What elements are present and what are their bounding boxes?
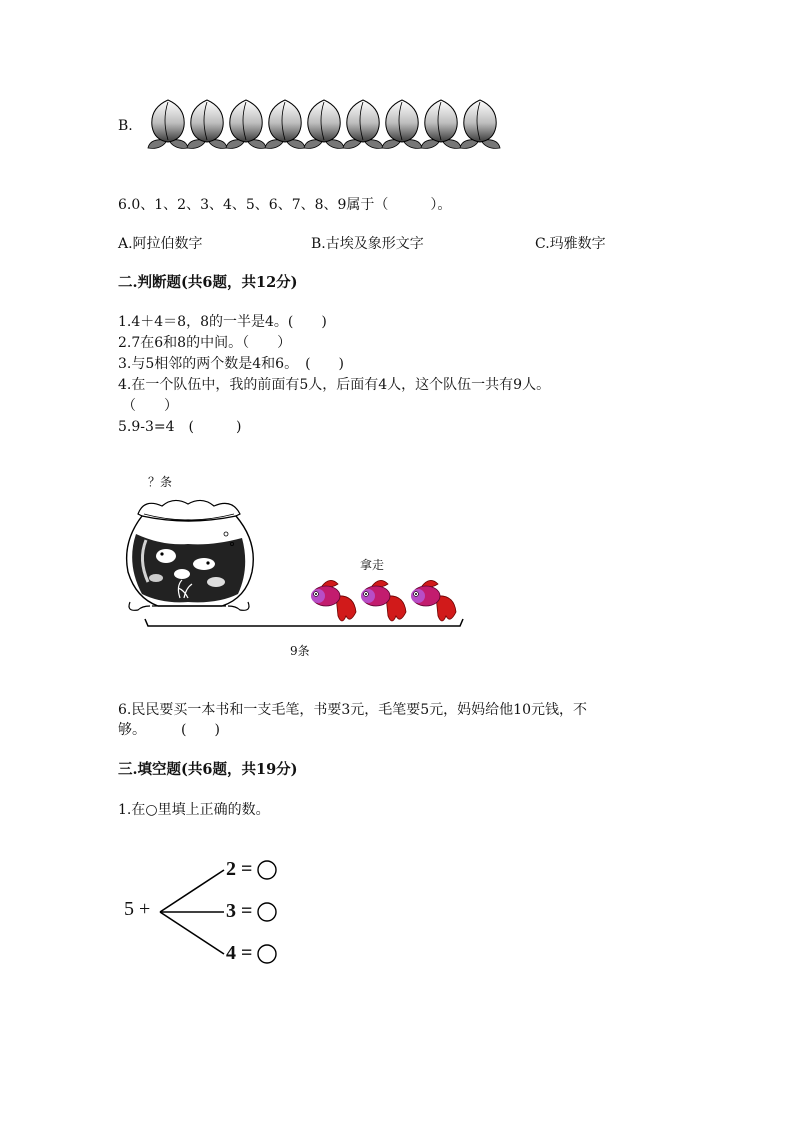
judge-item-2: 2.7在6和8的中间。（ ） [118, 335, 292, 351]
peach [343, 100, 383, 148]
section2-title: 二.判断题(共6题，共12分) [118, 274, 298, 291]
q6-option-c: C.玛雅数字 [535, 236, 606, 252]
peach [382, 100, 422, 148]
diagram-addend-2: 3 [226, 900, 236, 922]
diagram-plus: + [139, 898, 151, 920]
diagram-equals-3: = [241, 942, 253, 964]
diagram-base-number: 5 [124, 898, 134, 920]
answer-circles [256, 858, 280, 968]
q6-question: 6.0、1、2、3、4、5、6、7、8、9属于（ ）。 [118, 197, 452, 213]
judge-item-5: 5.9-3=4 ( ) [118, 419, 242, 435]
peach [304, 100, 344, 148]
total-brace [144, 618, 464, 632]
peach [265, 100, 305, 148]
judge-item-4-bracket: （ ） [122, 398, 178, 414]
goldfish [311, 580, 356, 621]
peach-row-image [148, 96, 510, 154]
q6-option-b: B.古埃及象形文字 [311, 236, 424, 252]
peach [421, 100, 461, 148]
goldfish [361, 580, 406, 621]
diagram-row-3 [226, 942, 252, 965]
judge-item-4: 4.在一个队伍中，我的前面有5人，后面有4人，这个队伍一共有9人。 [118, 377, 551, 393]
diagram-addend-3: 4 [226, 942, 236, 964]
diagram-equals-2: = [241, 900, 253, 922]
judge-item-1: 1.4＋4＝8，8的一半是4。( ) [118, 314, 327, 330]
taken-label: 拿走 [360, 558, 385, 572]
diagram-base [124, 898, 150, 921]
total-label: 9条 [290, 644, 310, 658]
judge-item-6-line1: 6.民民要买一本书和一支毛笔，书要3元，毛笔要5元，妈妈给他10元钱，不 [118, 702, 587, 718]
diagram-row-2 [226, 900, 252, 923]
peach [148, 100, 188, 148]
diagram-addend-1: 2 [226, 858, 236, 880]
bowl-question-label: ？条 [148, 475, 173, 489]
diagram-equals-1: = [241, 858, 253, 880]
answer-circle-1[interactable] [258, 861, 276, 879]
goldfish [411, 580, 456, 621]
section3-q1: 1.在○里填上正确的数。 [118, 802, 270, 818]
branch-lines [158, 868, 228, 958]
diagram-row-1 [226, 858, 252, 881]
judge-item-3: 3.与5相邻的两个数是4和6。 ( ) [118, 356, 345, 372]
q6-option-a: A.阿拉伯数字 [118, 236, 203, 252]
section3-title: 三.填空题(共6题，共19分) [118, 761, 298, 778]
peach [460, 100, 500, 148]
answer-circle-3[interactable] [258, 945, 276, 963]
peach [226, 100, 266, 148]
fish-bowl-image [122, 494, 257, 616]
answer-circle-2[interactable] [258, 903, 276, 921]
peach [187, 100, 227, 148]
judge-item-6-line2: 够。 ( ) [118, 722, 220, 738]
option-b-label: B. [118, 118, 133, 134]
